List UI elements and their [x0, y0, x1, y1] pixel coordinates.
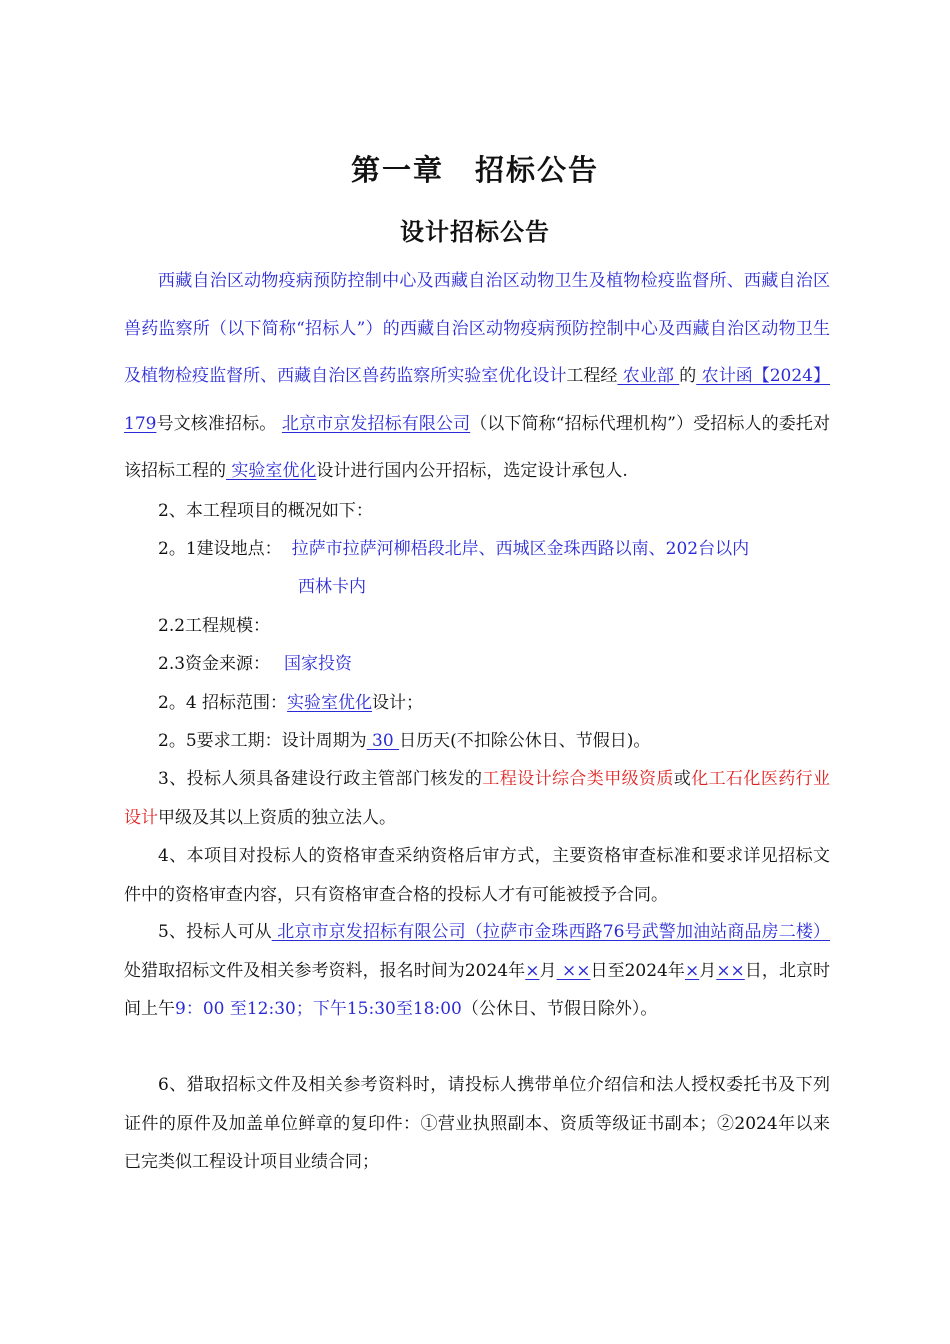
section-2-3: [124, 645, 830, 684]
section-5-end-day: ××: [716, 960, 745, 981]
intro-text-9: （以下简称“招标代理机构”）受招标人的委托对该招标工程的: [124, 413, 831, 481]
document-title: 设计招标公告: [400, 217, 550, 246]
section-2-4-suffix: 设计；: [372, 693, 424, 713]
section-5-text-7: 日至2024年: [590, 960, 685, 981]
section-2-1-label: 2。1建设地点：: [158, 539, 282, 559]
section-4: 4、本项目对投标人的资格审查采纳资格后审方式，主要资格审查标准和要求详见招标文件中的资格审查内容，只有资格审查合格的投标人才有可能被授予合同。: [124, 846, 830, 905]
section-2-5-suffix: 日历天(不扣除公休日、节假日)。: [399, 731, 651, 751]
intro-project-name: 西藏自治区动物疫病预防控制中心及西藏自治区动物卫生及植物检疫监督所、西藏自治区兽药监察所实验室优化设计: [124, 318, 830, 386]
section-2-1-location: 拉萨市拉萨河柳梧段北岸、西城区金珠西路以南、202台以内: [291, 539, 750, 559]
section-5-text-11: 日，北京时间上午: [124, 960, 831, 1019]
section-3-text-1: 3、投标人须具备建设行政主管部门核发的: [158, 769, 483, 789]
section-2-5-days: 30: [366, 731, 400, 751]
section-2-5: [124, 722, 830, 761]
section-5-start-month: ×: [525, 960, 540, 981]
section-3: [124, 760, 830, 837]
section-3-text-5: 甲级及其以上资质的独立法人。: [158, 807, 396, 828]
intro-paragraph: [124, 258, 830, 496]
section-2-1: [124, 530, 830, 569]
intro-ministry: 农业部: [617, 366, 680, 386]
section-5-text-9: 月: [699, 960, 717, 981]
intro-scope: 实验室优化: [226, 461, 317, 481]
section-5-text-13: （公休日、节假日除外）。: [461, 999, 658, 1019]
section-5-text-3: 处猎取招标文件及相关参考资料，报名时间为2024年: [124, 960, 526, 981]
section-5: [124, 913, 830, 1029]
section-2-3-funding: 国家投资: [284, 654, 353, 674]
section-5-start-day: ××: [556, 960, 591, 981]
section-2-2-label: 2.2工程规模：: [158, 616, 271, 636]
section-2-2: [124, 607, 830, 646]
section-2-1-location-cont: 西林卡内: [298, 577, 366, 597]
section-3-qualification-1: 工程设计综合类甲级资质: [482, 769, 674, 789]
section-6: 6、猎取招标文件及相关参考资料时，请投标人携带单位介绍信和法人授权委托书及下列证件的原件及加盖单位鲜章的复印件：①营业执照副本、资质等级证书副本；②2024年以来已完类似工程设计项目业绩合同；: [124, 1075, 830, 1172]
section-3-qualification-2: 化工石化医药行业设计: [124, 769, 831, 828]
intro-text-7: 号文核准招标。: [156, 413, 282, 434]
section-3-text-3: 或: [673, 769, 692, 789]
intro-text-3: 工程经: [566, 366, 618, 386]
section-2-heading: 2、本工程项目的概况如下：: [158, 501, 373, 521]
intro-approval-number: 农计函【2024】179: [124, 366, 831, 434]
section-5-text-1: 5、投标人可从: [158, 922, 272, 942]
section-5-hours: 9：00 至12:30；下午15:30至18:00: [175, 999, 462, 1019]
section-2-4: [124, 684, 830, 723]
section-5-text-5: 月: [539, 960, 557, 981]
intro-text-11: 设计进行国内公开招标，选定设计承包人.: [316, 461, 628, 481]
chapter-title: 第一章 招标公告: [350, 153, 599, 187]
section-2-4-scope: 实验室优化: [287, 693, 373, 713]
section-5-end-month: ×: [684, 960, 700, 981]
section-2-3-label: 2.3资金来源：: [158, 654, 271, 674]
intro-agency-name: 北京市京发招标有限公司: [281, 413, 471, 434]
intro-text-1: 西藏自治区动物疫病预防控制中心及西藏自治区动物卫生及植物检疫监督所、西藏自治区兽药监察所（以下简称“招标人”）的: [124, 271, 830, 339]
section-2-5-label: 2。5要求工期：设计周期为: [158, 731, 367, 751]
intro-text-5: 的: [679, 366, 697, 386]
section-5-agency-address: 北京市京发招标有限公司（拉萨市金珠西路76号武警加油站商品房二楼）: [271, 922, 830, 942]
section-2-4-label: 2。4 招标范围：: [158, 693, 288, 713]
